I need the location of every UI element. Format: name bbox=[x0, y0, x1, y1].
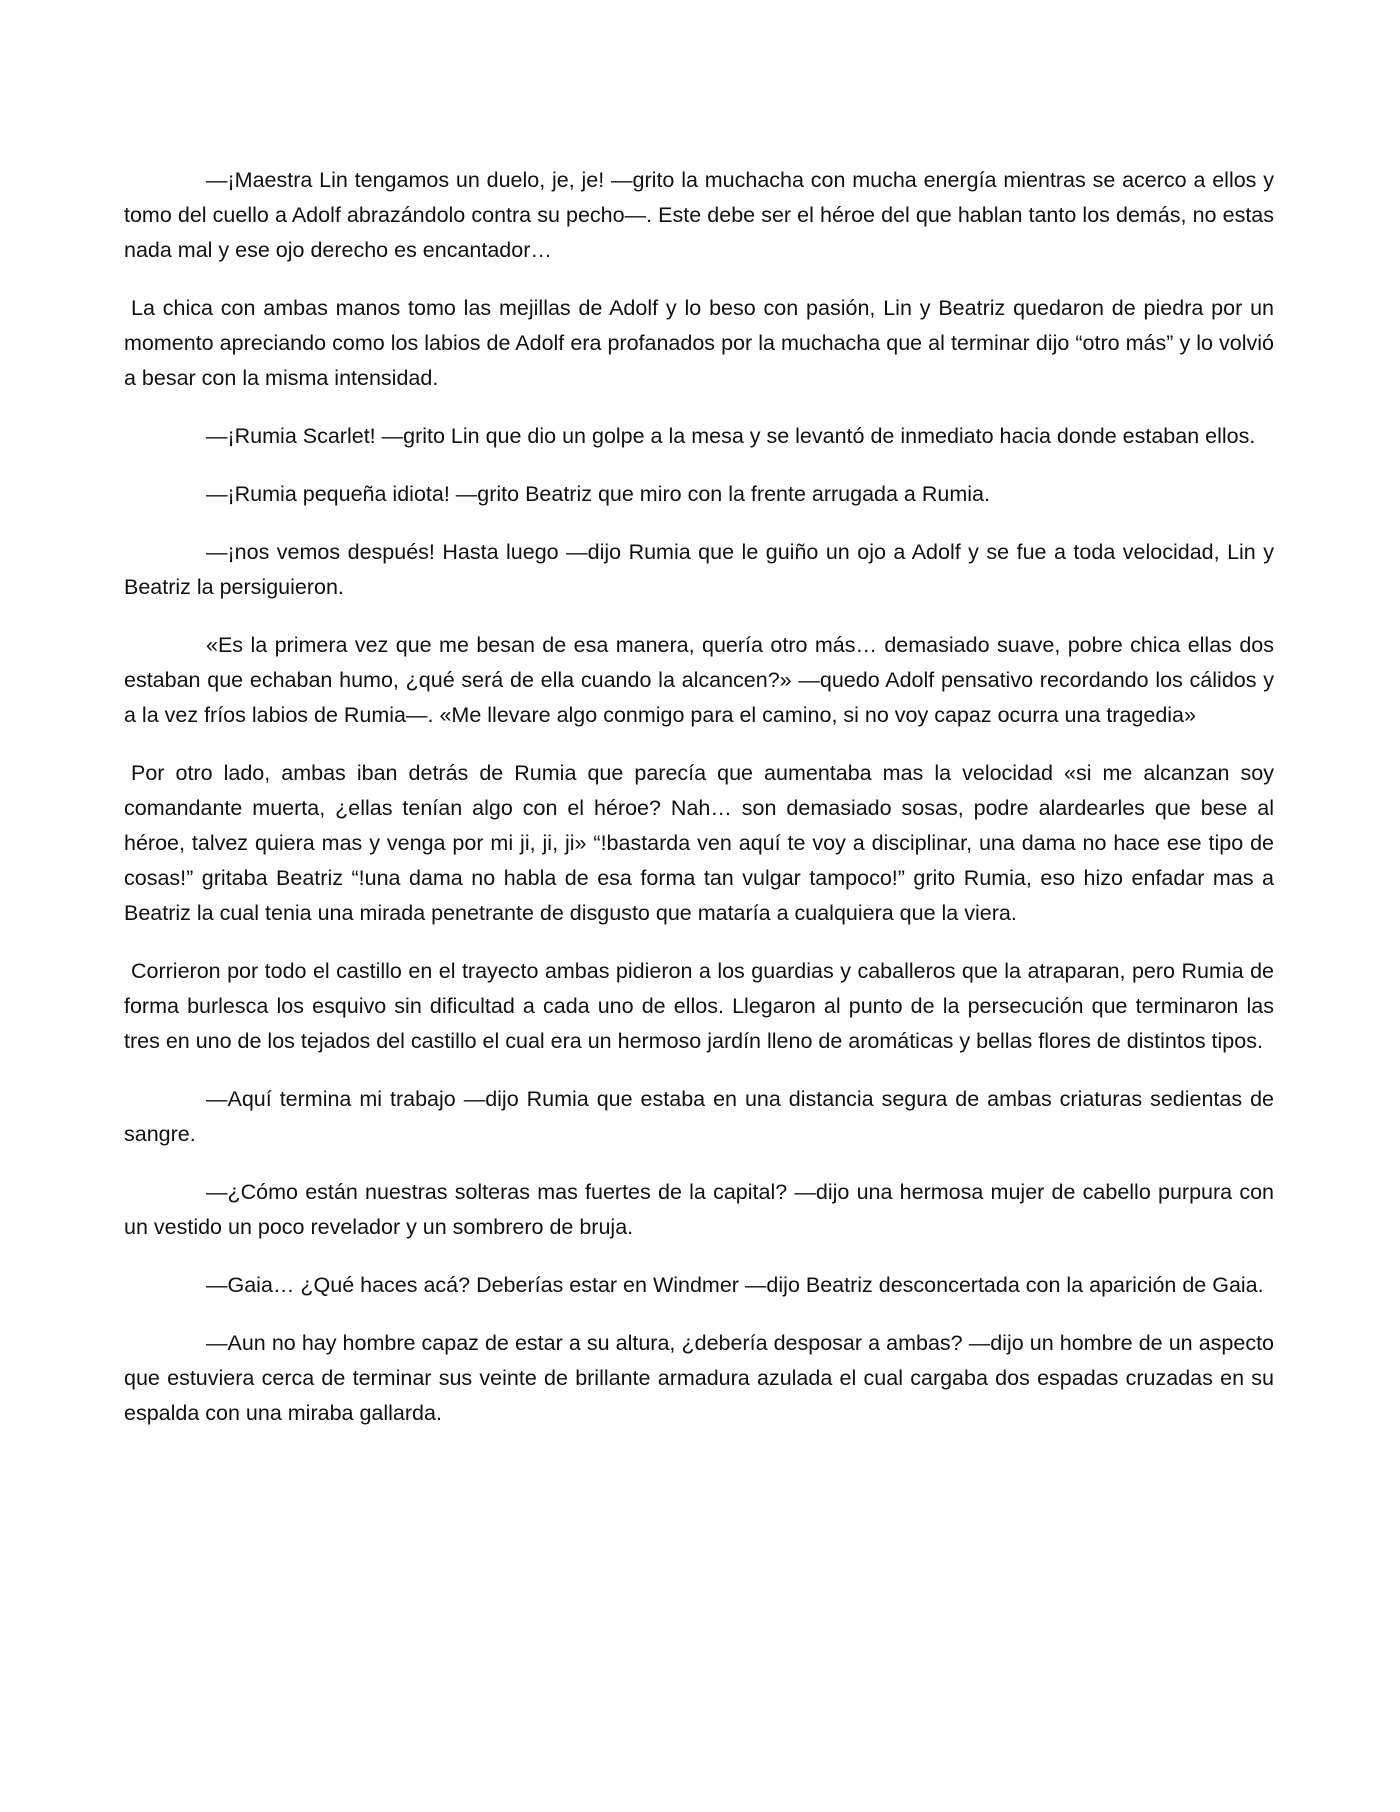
document-page bbox=[124, 163, 1274, 1454]
paragraph: Corrieron por todo el castillo en el trayecto ambas pidieron a los guardias y caballeros que la atraparan, pero Rumia de forma burlesca los esquivo sin dificultad a cada uno de ellos. Llegaron al punto de la persecución que terminaron las tres en uno de los tejados del castillo el cual era un hermoso jardín lleno de aromáticas y bellas flores de distintos tipos. bbox=[124, 959, 1274, 1053]
paragraph: «Es la primera vez que me besan de esa manera, quería otro más… demasiado suave, pobre chica ellas dos estaban que echaban humo, ¿qué será de ella cuando la alcancen?» —quedo Adolf pensativo recordando los cálidos y a la vez fríos labios de Rumia—. «Me llevare algo conmigo para el camino, si no voy capaz ocurra una tragedia» bbox=[124, 633, 1274, 727]
paragraph: —¡Maestra Lin tengamos un duelo, je, je! —grito la muchacha con mucha energía mientras se acerco a ellos y tomo del cuello a Adolf abrazándolo contra su pecho—. Este debe ser el héroe del que hablan tanto los demás, no estas nada mal y ese ojo derecho es encantador… bbox=[124, 168, 1274, 262]
paragraph: —Gaia… ¿Qué haces acá? Deberías estar en Windmer —dijo Beatriz desconcertada con la aparición de Gaia. bbox=[206, 1273, 1264, 1297]
paragraph: —¡nos vemos después! Hasta luego —dijo Rumia que le guiño un ojo a Adolf y se fue a toda velocidad, Lin y Beatriz la persiguieron. bbox=[124, 540, 1274, 599]
paragraph: —¡Rumia Scarlet! —grito Lin que dio un golpe a la mesa y se levantó de inmediato hacia donde estaban ellos. bbox=[206, 424, 1256, 448]
paragraph: Por otro lado, ambas iban detrás de Rumia que parecía que aumentaba mas la velocidad «si me alcanzan soy comandante muerta, ¿ellas tenían algo con el héroe? Nah… son demasiado sosas, podre alardearles que bese al héroe, talvez quiera mas y venga por mi ji, ji, ji» “!bastarda ven aquí te voy a disciplinar, una dama no hace ese tipo de cosas!” gritaba Beatriz “!una dama no habla de esa forma tan vulgar tampoco!” grito Rumia, eso hizo enfadar mas a Beatriz la cual tenia una mirada penetrante de disgusto que mataría a cualquiera que la viera. bbox=[124, 761, 1274, 925]
paragraph: —¡Rumia pequeña idiota! —grito Beatriz que miro con la frente arrugada a Rumia. bbox=[206, 482, 990, 506]
paragraph: —Aun no hay hombre capaz de estar a su altura, ¿debería desposar a ambas? —dijo un hombre de un aspecto que estuviera cerca de terminar sus veinte de brillante armadura azulada el cual cargaba dos espadas cruzadas en su espalda con una miraba gallarda. bbox=[124, 1331, 1274, 1425]
paragraph: —¿Cómo están nuestras solteras mas fuertes de la capital? —dijo una hermosa mujer de cabello purpura con un vestido un poco revelador y un sombrero de bruja. bbox=[124, 1180, 1274, 1239]
paragraph: —Aquí termina mi trabajo —dijo Rumia que estaba en una distancia segura de ambas criaturas sedientas de sangre. bbox=[124, 1087, 1274, 1146]
paragraph: La chica con ambas manos tomo las mejillas de Adolf y lo beso con pasión, Lin y Beatriz quedaron de piedra por un momento apreciando como los labios de Adolf era profanados por la muchacha que al terminar dijo “otro más” y lo volvió a besar con la misma intensidad. bbox=[124, 296, 1274, 390]
